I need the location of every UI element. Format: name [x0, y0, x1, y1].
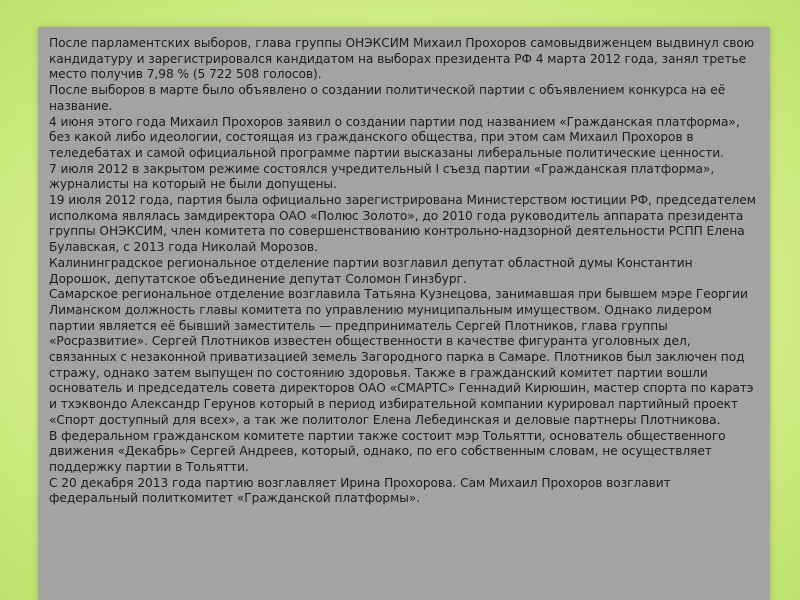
paragraph-kaliningrad-branch: Калининградское региональное отделение партии возглавил депутат областной думы Константин Дорошок, депутатское объединение депутат Соломон Гинзбург. [49, 255, 693, 286]
paragraph-founding-congress: 7 июля 2012 в закрытом режиме состоялся учредительный I съезд партии «Гражданская платформа», журналисты на который не были допущены. [49, 161, 715, 192]
text-body [49, 36, 757, 507]
paragraph-registration: 19 июля 2012 года, партия была официально зарегистрирована Министерством юстиции РФ, председателем исполкома являлась замдиректора ОАО «Полюс Золото», до 2010 года руководитель аппарата президента группы ОНЭКСИМ, член комитета по совершенствованию контрольно-надзорной деятельности РСПП Елена Булавская, с 2013 года Николай Морозов. [49, 193, 756, 255]
paragraph-party-creation: 4 июня этого года Михаил Прохоров заявил о создании партии под названием «Гражданская платформа», без какой либо идеологии, состоящая из гражданского общества, при этом сам Михаил Прохоров в теледебатах и самой официальной программе партии высказаны либеральные политические ценности. [49, 114, 740, 160]
paragraph-new-leader: С 20 декабря 2013 года партию возглавляет Ирина Прохорова. Сам Михаил Прохоров возглавит федеральный политкомитет «Гражданской платформы». [49, 475, 671, 506]
paragraph-federal-committee: В федеральном гражданском комитете партии также состоит мэр Тольятти, основатель общественного движения «Декабрь» Сергей Андреев, который, однако, по его собственным словам, не осуществляет поддержку партии в Тольятти. [49, 428, 726, 474]
paragraph-samara-branch: Самарское региональное отделение возглавила Татьяна Кузнецова, занимавшая при бывшем мэре Георгии Лиманском должность главы комитета по управлению муниципальным имуществом. Однако лидером партии является её бывший заместитель — предприниматель Сергей Плотников, глава группы «Росразвитие». Сергей Плотников известен общественности в качестве фигуранта уголовных дел, связанных с незаконной приватизацией земель Загородного парка в Самаре. Плотников был заключен под стражу, однако затем выпущен по состоянию здоровья. Также в гражданский комитет партии вошли основатель и председатель совета директоров ОАО «СМАРТС» Геннадий Кирюшин, мастер спорта по каратэ и тхэквондо Александр Герунов который в период избирательной компании курировал партийный проект «Спорт доступный для всех», а так же политолог Елена Лебединская и деловые партнеры Плотникова. [49, 287, 754, 427]
paragraph-elections: После парламентских выборов, глава группы ОНЭКСИМ Михаил Прохоров самовыдвиженцем выдвинул свою кандидатуру и зарегистрировался кандидатом на выборах президента РФ 4 марта 2012 года, занял третье место получив 7,98 % (5 722 508 голосов). [49, 36, 755, 82]
paragraph-party-announcement: После выборов в марте было объявлено о создании политической партии с объявлением конкурса на её название. [49, 83, 726, 113]
